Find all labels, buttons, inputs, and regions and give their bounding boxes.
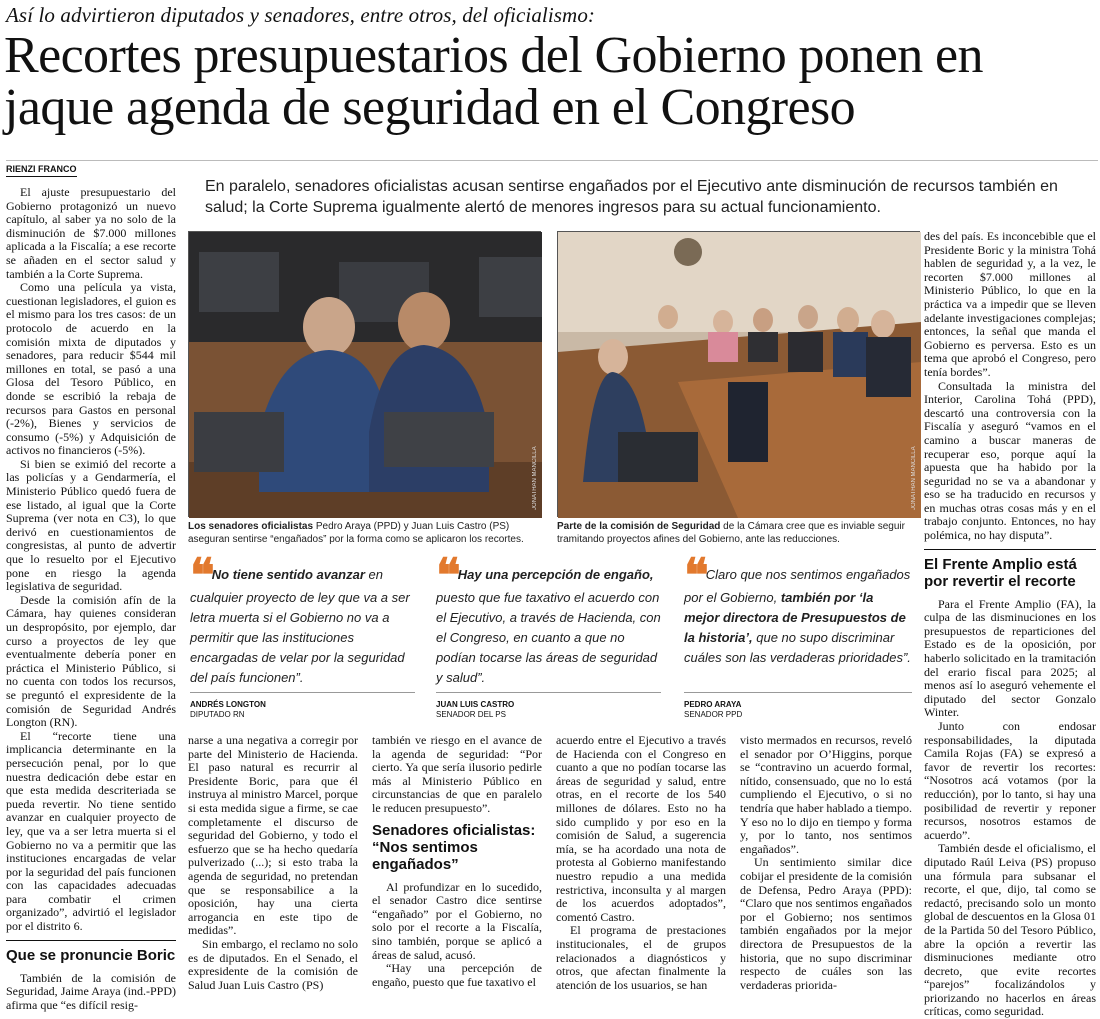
column-2 [188, 734, 358, 992]
column-5 [740, 734, 912, 992]
photo-commission-illustration [558, 232, 921, 518]
caption-senators [188, 520, 541, 546]
quote-lead: Hay una percepción de engaño, [457, 567, 654, 582]
quote-name: PEDRO ARAYA [684, 700, 742, 709]
pull-quote-araya [684, 549, 912, 668]
photo-senators [188, 231, 541, 517]
paragraph: Si bien se eximió del recorte a las policías y a Gendarmería, el Ministerio Público quedó fuera de ese listado, al igual que la Corte Suprema (ver nota en C3), lo que derivó en cuestionamientos de congresistas, al punto de advertir que lo resuelto por el Ejecutivo pone en riesgo la agenda legislativa de seguridad. [6, 456, 176, 594]
kicker: Así lo advirtieron diputados y senadores, entre otros, del oficialismo: [6, 3, 596, 27]
quote-text: que no supo discriminar cuáles son las verdaderas prioridades”. [684, 630, 911, 665]
quote-role: SENADOR DEL PS [436, 710, 506, 719]
quote-text-pre: Claro que nos sentimos engañados por el Gobierno, [684, 567, 911, 605]
paragraph: visto mermados en recursos, reveló el senador por O’Higgins, porque se “contravino un acuerdo formal, nítido, consensuado, que no lo está cumpliendo el Ejecutivo, o si no tendría que haber hablado a tiempo. Y eso no lo dijo en tiempo y forma y, por lo tanto, nos sentimos engañados”. [740, 733, 912, 856]
quote-attribution-araya [684, 700, 742, 720]
column-1 [6, 185, 176, 1012]
quote-rule [190, 692, 415, 693]
quote-attribution-castro [436, 700, 514, 720]
paragraph: También desde el oficialismo, el diputado Raúl Leiva (PS) propuso una fórmula para subsanar el recorte, el que, dijo, tal como se redactó, precisando solo un monto global de descuentos en la Glosa 01 de la Partida 50 del Tesoro Público, abre la opción a revertir las disminuciones mediante otro decreto, que evite recortes “parejos” focalizándolos y priorizando no hacerlos en áreas críticas, como seguridad. [924, 841, 1096, 1019]
paragraph: acuerdo entre el Ejecutivo a través de Hacienda con el Congreso en cuanto a que no podían tocarse las áreas de seguridad y salud, entre otras, en el recorte de los 540 millones de dólares. Esto no ha sido cumplido y por eso en la comisión de Salud, a sugerencia mía, se ha acordado una nota de protesta al Gobierno manifestando nuestro repudio a una medida restrictiva, inconsulta y al margen de los acuerdos adoptados”, comentó Castro. [556, 733, 726, 924]
pull-quote-castro [436, 549, 661, 688]
caption-senators-lead: Los senadores oficialistas [188, 521, 314, 532]
quote-mark-icon: ❝ [190, 549, 209, 601]
paragraph: El ajuste presupuestario del Gobierno protagonizó un nuevo capítulo, al saber ya no solo de la disminución de $7.000 millones aplicada a la Fiscalía; a ese recorte se añaden en el sector salud y también a la Corte Suprema. [6, 185, 176, 281]
photo-commission [557, 231, 920, 517]
quote-mark-icon: ❝ [684, 549, 703, 601]
paragraph: Sin embargo, el reclamo no solo es de diputados. En el Senado, el expresidente de la comisión de Salud Juan Luis Castro (PS) [188, 936, 358, 992]
quote-role: DIPUTADO RN [190, 710, 245, 719]
paragraph: Como una película ya vista, cuestionan legisladores, el guion es el mismo para los tres casos: de un protocolo de acuerdo en la comisión mixta de diputados y senadores, para reducir $544 mil millones en total, se pasó a una Glosa del Tesoro Público, en donde se escribió la rebaja de recursos para Gastos en personal (-2%), Bienes y servicios de consumo (-5%) y Adquisición de activos no financieros (-5%). [6, 280, 176, 458]
paragraph: narse a una negativa a corregir por parte del Ministerio de Hacienda. El paso natural es recurrir al Presidente Boric, para que él instruya al ministro Marcel, porque si esta medida sigue a firme, se cae completamente el discurso de seguridad del Gobierno, y todo el esfuerzo que se ha hecho quedaría pulverizado (...); si esto traba la agenda de seguridad, no pretendan que se responsabilice a la oposición, hay una cierta arrogancia en este tipo de medidas”. [188, 733, 358, 938]
column-3 [372, 734, 542, 992]
pull-quote-longton [190, 549, 415, 688]
quote-text: puesto que fue taxativo el acuerdo con el Ejecutivo, a través de Hacienda, con el Congreso, en cuanto a que no podían tocarse las áreas de seguridad y salud”. [436, 590, 661, 685]
headline: Recortes presupuestarios del Gobierno ponen en jaque agenda de seguridad en el Congreso [4, 27, 983, 136]
paragraph: También de la comisión de Seguridad, Jaime Araya (ind.-PPD) afirma que “es difícil resig- [6, 970, 176, 1012]
caption-commission [557, 520, 920, 546]
column-4 [556, 734, 726, 992]
quote-name: JUAN LUIS CASTRO [436, 700, 515, 709]
section-heading: El Frente Amplio está por revertir el recorte [924, 549, 1096, 590]
subhead: En paralelo, senadores oficialistas acusan sentirse engañados por el Ejecutivo ante disminución de recursos también en salud; la Corte Suprema igualmente alertó de menores ingresos para su actual funcionamiento. [205, 178, 1058, 216]
column-6 [924, 229, 1096, 1019]
paragraph: El programa de prestaciones institucionales, el de grupos relacionados a diagnósticos y otros, que afectan finalmente la atención de los usuarios, se han [556, 923, 726, 992]
paragraph: Junto con endosar responsabilidades, la diputada Camila Rojas (FA) se expresó a favor de revertir los recortes: “Nosotros acá votamos (por la reducción), por lo tanto, si hay una posibilidad de revertir y reponer recursos, nosotros estamos de acuerdo”. [924, 719, 1096, 842]
photo-senators-illustration [189, 232, 542, 518]
caption-commission-lead: Parte de la comisión de Seguridad [557, 521, 721, 532]
paragraph: también ve riesgo en el avance de la agenda de seguridad: “Por cierto. Ya que sería ilusorio pedirle más al Ministerio Público en circunstancias de que en paralelo le reducen presupuesto”. [372, 733, 542, 815]
quote-lead: No tiene sentido avanzar [211, 567, 365, 582]
paragraph: Consultada la ministra del Interior, Carolina Tohá (PPD), descartó una controversia con la Fiscalía y aseguró “vamos en el camino a buscar maneras de recuperar eso, porque aquí la apuesta que ha habido por la seguridad no se va a abandonar y eso se ha traducido en recursos y en muchas otras cosas más y en el trabajo conjunto. Entonces, no hay polémica, no hay disputa”. [924, 378, 1096, 543]
paragraph: Para el Frente Amplio (FA), la culpa de las disminuciones en los presupuestos de reparticiones del Estado es de la oposición, por haberlo solicitado en la tramitación del erario fiscal para 2025; al menos así lo aseguró vehemente el diputado del sector Gonzalo Winter. [924, 596, 1096, 720]
paragraph: El “recorte tiene una implicancia determinante en la persecución penal, por lo que nuestra dedicación debe estar en que esta medida descriteriada se pueda revertir. No tiene sentido avanzar en cualquier proyecto de ley, que va a ser letra muerta si el Gobierno no va a permitir que las instituciones encargadas de velar por la seguridad del país funcionen con las capacidades adecuadas para combatir el crimen organizado”, advirtió el legislador por el distrito 6. [6, 728, 176, 934]
quote-mark-icon: ❝ [436, 549, 455, 601]
caption-senators-text: Pedro Araya (PPD) y Juan Luis Castro (PS) aseguran sentirse “engañados” por la forma como se aplicaron los recortes. [188, 521, 524, 545]
quote-lead: también por ‘la mejor directora de Presupuestos de la historia’, [684, 590, 906, 645]
quote-name: ANDRÉS LONGTON [190, 700, 266, 709]
paragraph: Un sentimiento similar dice cobijar el presidente de la comisión de Defensa, Pedro Araya (PPD): “Claro que nos sentimos engañados por el Gobierno; nos sentimos también engañados por la mejor directora de Presupuestos de la historia, que no supo discriminar respecto de cuáles son las verdaderas priorida- [740, 855, 912, 992]
photo-senators-credit: JONATHAN MANCILLA [532, 446, 538, 510]
paragraph: Al profundizar en lo sucedido, el senador Castro dice sentirse “engañado” por el Gobierno, no solo por el recorte a la Fiscalía, sino también, porque se aplicó a áreas de salud, acusó. [372, 879, 542, 962]
byline: RIENZI FRANCO [6, 164, 77, 177]
photo-commission-credit: JONATHAN MANCILLA [911, 446, 917, 510]
paragraph: Desde la comisión afín de la Cámara, hay quienes consideran un despropósito, por ejemplo, dar curso a proyectos de ley que eventualmente debería poner en práctica el Ministerio Público, si no cuenta con todos los recursos, se preguntó el expresidente de la comisión de Seguridad Andrés Longton (RN). [6, 592, 176, 730]
quote-text: en cualquier proyecto de ley que va a ser letra muerta si el Gobierno no va a permitir que las instituciones encargadas de velar por la seguridad del país funcionen”. [190, 567, 410, 685]
caption-commission-text: de la Cámara cree que es inviable seguir tramitando proyectos afines del Gobierno, ante las reducciones. [557, 521, 905, 545]
section-heading: Senadores oficialistas: “Nos sentimos engañados” [372, 821, 536, 873]
quote-rule [436, 692, 661, 693]
section-heading: Que se pronuncie Boric [6, 940, 176, 964]
quote-attribution-longton [190, 700, 266, 720]
paragraph: des del país. Es inconcebible que el Presidente Boric y la ministra Tohá hablen de seguridad y, a la vez, le recorten $7.000 millones al Ministerio Público, lo que en la práctica va a impedir que se lleven adelante investigaciones complejas; entonces, la señal que manda el Gobierno es perversa. Esto es un tema que aprobó el Congreso, pero tenía bordes”. [924, 229, 1096, 379]
paragraph: “Hay una percepción de engaño, puesto que fue taxativo el [372, 961, 542, 989]
top-rule [6, 160, 1098, 161]
quote-role: SENADOR PPD [684, 710, 743, 719]
quote-rule [684, 692, 912, 693]
